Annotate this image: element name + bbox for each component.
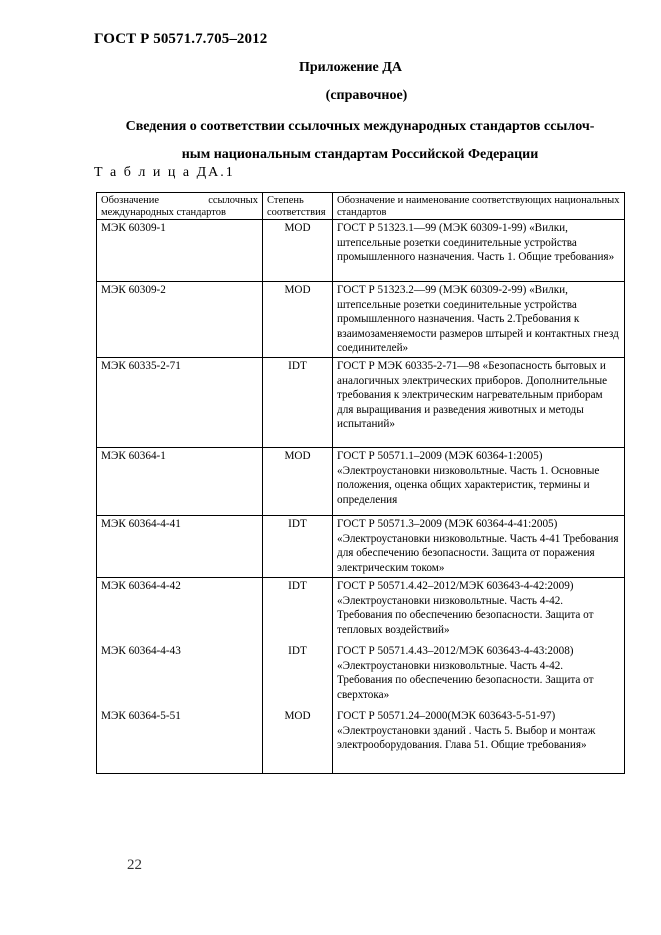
- heading-line-2: ным национальным стандартам Российской Федерации: [181, 147, 539, 162]
- standards-table: [96, 192, 625, 774]
- cell-degree: IDT: [263, 578, 333, 644]
- cell-national: ГОСТ Р 50571.4.43–2012/МЭК 603643-4-43:2008) «Электроустановки низковольтные. Часть 4-42. Требования по обеспечению безопасности. Защита от сверхтока»: [333, 643, 625, 708]
- cell-intl: МЭК 60309-1: [97, 220, 263, 282]
- cell-intl: МЭК 60364-5-51: [97, 708, 263, 774]
- cell-national: ГОСТ Р МЭК 60335-2-71—98 «Безопасность бытовых и аналогичных электрических приборов. Дополнительные требования к электрическим нагревательным приборам для выращивания и разведения животных и методы испытаний»: [333, 358, 625, 448]
- appendix-title: Приложение ДА: [298, 60, 403, 75]
- cell-degree: IDT: [263, 643, 333, 708]
- cell-intl: МЭК 60364-4-41: [97, 516, 263, 578]
- header-intl-standard: Обозначение ссылочных международных стандартов: [97, 193, 263, 220]
- document-code: ГОСТ Р 50571.7.705–2012: [94, 31, 268, 47]
- table-header-row: [97, 193, 625, 220]
- table-row: [97, 643, 625, 708]
- cell-intl: МЭК 60364-4-43: [97, 643, 263, 708]
- cell-national: ГОСТ Р 50571.4.42–2012/МЭК 603643-4-42:2009) «Электроустановки низковольтные. Часть 4-42. Требования по обеспечению безопасности. Защита от тепловых воздействий»: [333, 578, 625, 644]
- cell-intl: МЭК 60364-4-42: [97, 578, 263, 644]
- cell-national: ГОСТ Р 50571.24–2000(МЭК 603643-5-51-97) «Электроустановки зданий . Часть 5. Выбор и монтаж электрооборудования. Глава 51. Общие требования»: [333, 708, 625, 774]
- table-row: [97, 358, 625, 448]
- table-row: [97, 516, 625, 578]
- table-row: [97, 708, 625, 774]
- cell-intl: МЭК 60335-2-71: [97, 358, 263, 448]
- page-number: 22: [127, 857, 142, 873]
- cell-intl: МЭК 60309-2: [97, 282, 263, 358]
- table-caption: Т а б л и ц а ДА.1: [94, 165, 235, 180]
- cell-national: ГОСТ Р 50571.3–2009 (МЭК 60364-4-41:2005) «Электроустановки низковольтные. Часть 4-41 Требования для обеспечению безопасности. Защита от поражения электрическим током»: [333, 516, 625, 578]
- table-row: [97, 282, 625, 358]
- cell-intl: МЭК 60364-1: [97, 448, 263, 516]
- cell-national: ГОСТ Р 50571.1–2009 (МЭК 60364-1:2005) «Электроустановки низковольтные. Часть 1. Основные положения, оценка общих характеристик, термины и определения: [333, 448, 625, 516]
- section-heading: [96, 113, 624, 169]
- table-row: [97, 220, 625, 282]
- cell-national: ГОСТ Р 51323.1—99 (МЭК 60309-1-99) «Вилки, штепсельные розетки соединительные устройства промышленного назначения. Часть 1. Общие требования»: [333, 220, 625, 282]
- header-national-standard: Обозначение и наименование соответствующих национальных стандартов: [333, 193, 625, 220]
- cell-degree: IDT: [263, 358, 333, 448]
- cell-degree: MOD: [263, 282, 333, 358]
- table-row: [97, 448, 625, 516]
- cell-degree: MOD: [263, 448, 333, 516]
- cell-national: ГОСТ Р 51323.2—99 (МЭК 60309-2-99) «Вилки, штепсельные розетки соединительные устройства промышленного назначения. Часть 2.Требования к взаимозаменяемости размеров штырей и контактных гнезд соединителей»: [333, 282, 625, 358]
- appendix-kind: (справочное): [325, 88, 408, 103]
- cell-degree: MOD: [263, 220, 333, 282]
- header-degree: Степень соответствия: [263, 193, 333, 220]
- cell-degree: IDT: [263, 516, 333, 578]
- cell-degree: MOD: [263, 708, 333, 774]
- table-row: [97, 578, 625, 644]
- heading-line-1: Сведения о соответствии ссылочных международных стандартов ссылоч-: [125, 119, 595, 134]
